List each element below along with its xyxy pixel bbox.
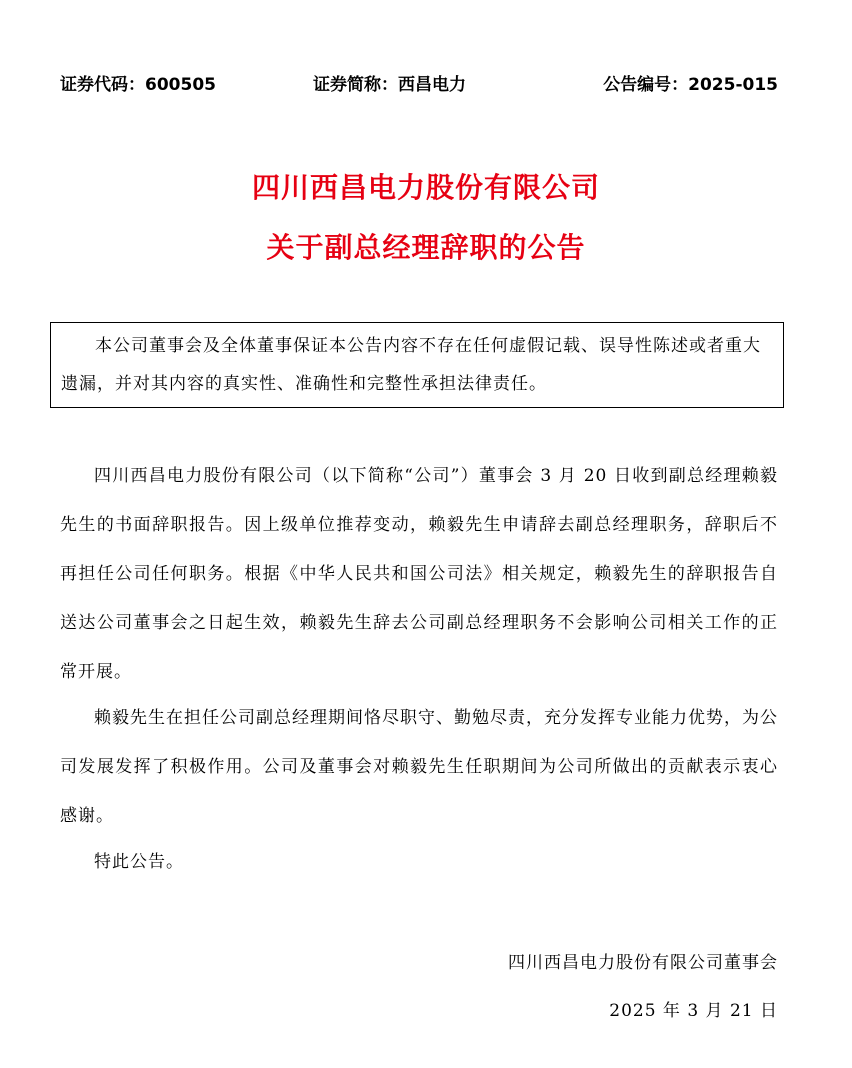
company-title: 四川西昌电力股份有限公司 [251, 171, 600, 204]
board-statement-text: 本公司董事会及全体董事保证本公告内容不存在任何虚假记载、误导性陈述或者重大遗漏，并对其内容的真实性、准确性和完整性承担法律责任。 [61, 336, 761, 394]
body-paragraph-resignation: 四川西昌电力股份有限公司（以下简称“公司”）董事会 3 月 20 日收到副总经理赖毅先生的书面辞职报告。因上级单位推荐变动，赖毅先生申请辞去副总经理职务，辞职后不再担任公司任何职务。根据《中华人民共和国公司法》相关规定，赖毅先生的辞职报告自送达公司董事会之日起生效，赖毅先生辞去公司副总经理职务不会影响公司相关工作的正常开展。 [60, 466, 778, 682]
signature-organization: 四川西昌电力股份有限公司董事会 [508, 953, 778, 973]
signature-date: 2025 年 3 月 21 日 [609, 1001, 778, 1021]
document-header [60, 70, 778, 96]
announcement-number: 公告编号：2025-015 [603, 75, 778, 95]
body-paragraph-thanks: 赖毅先生在担任公司副总经理期间恪尽职守、勤勉尽责，充分发挥专业能力优势，为公司发展发挥了积极作用。公司及董事会对赖毅先生任职期间为公司所做出的贡献表示衷心感谢。 [60, 708, 778, 826]
announcement-title: 关于副总经理辞职的公告 [266, 231, 586, 264]
body-paragraph-closing: 特此公告。 [94, 852, 184, 872]
stock-abbreviation: 证券简称：西昌电力 [313, 75, 466, 95]
stock-code: 证券代码：600505 [60, 75, 216, 95]
board-statement-box [50, 322, 784, 408]
